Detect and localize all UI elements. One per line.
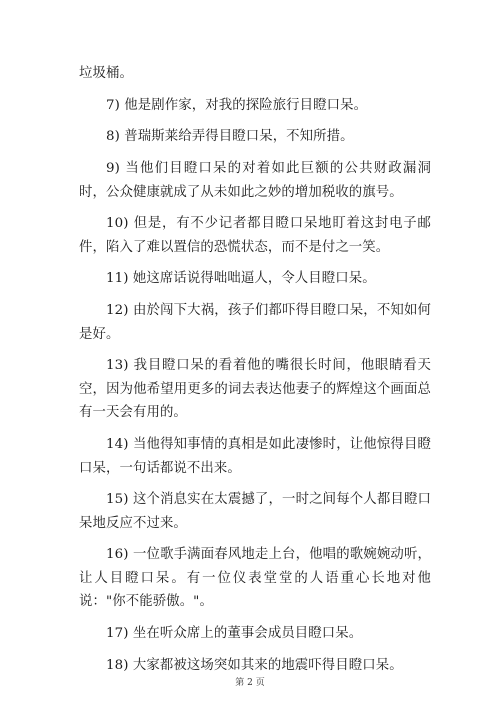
- paragraph-7: 7) 他是剧作家，对我的探险旅行目瞪口呆。: [106, 97, 368, 113]
- page-number-footer: 第 2 页: [235, 678, 265, 688]
- document-body: [79, 62, 431, 685]
- paragraph-9: 9) 当他们目瞪口呆的对着如此巨额的公共财政漏洞时，公众健康就成了从未如此之妙的增加税收的旗号。: [79, 161, 431, 200]
- paragraph-18: 18) 大家都被这场突如其来的地震吓得目瞪口呆。: [106, 657, 403, 673]
- paragraph-17: 17) 坐在听众席上的董事会成员目瞪口呆。: [106, 626, 363, 642]
- paragraph-continuation: 垃圾桶。: [79, 66, 133, 81]
- paragraph-8: 8) 普瑞斯莱给弄得目瞪口呆，不知所措。: [106, 129, 354, 145]
- paragraph-16: 16) 一位歌手满面春风地走上台，他唱的歌婉婉动听，让人目瞪口呆。有一位仪表堂堂的人语重心长地对他说："你不能骄傲。"。: [79, 547, 431, 610]
- paragraph-15: 15) 这个消息实在太震撼了，一时之间每个人都目瞪口呆地反应不过来。: [79, 492, 431, 531]
- paragraph-13: 13) 我目瞪口呆的看着他的嘴很长时间，他眼睛看天空，因为他希望用更多的词去表达他妻子的辉煌这个画面总有一天会有用的。: [79, 358, 431, 421]
- paragraph-10: 10) 但是，有不少记者都目瞪口呆地盯着这封电子邮件，陷入了难以置信的恐慌状态，而不是付之一笑。: [79, 216, 431, 255]
- paragraph-11: 11) 她这席话说得咄咄逼人，令人目瞪口呆。: [106, 271, 376, 287]
- paragraph-14: 14) 当他得知事情的真相是如此凄惨时，让他惊得目瞪口呆，一句话都说不出来。: [79, 437, 431, 476]
- paragraph-12: 12) 由於闯下大祸，孩子们都吓得目瞪口呆，不知如何是好。: [79, 303, 431, 342]
